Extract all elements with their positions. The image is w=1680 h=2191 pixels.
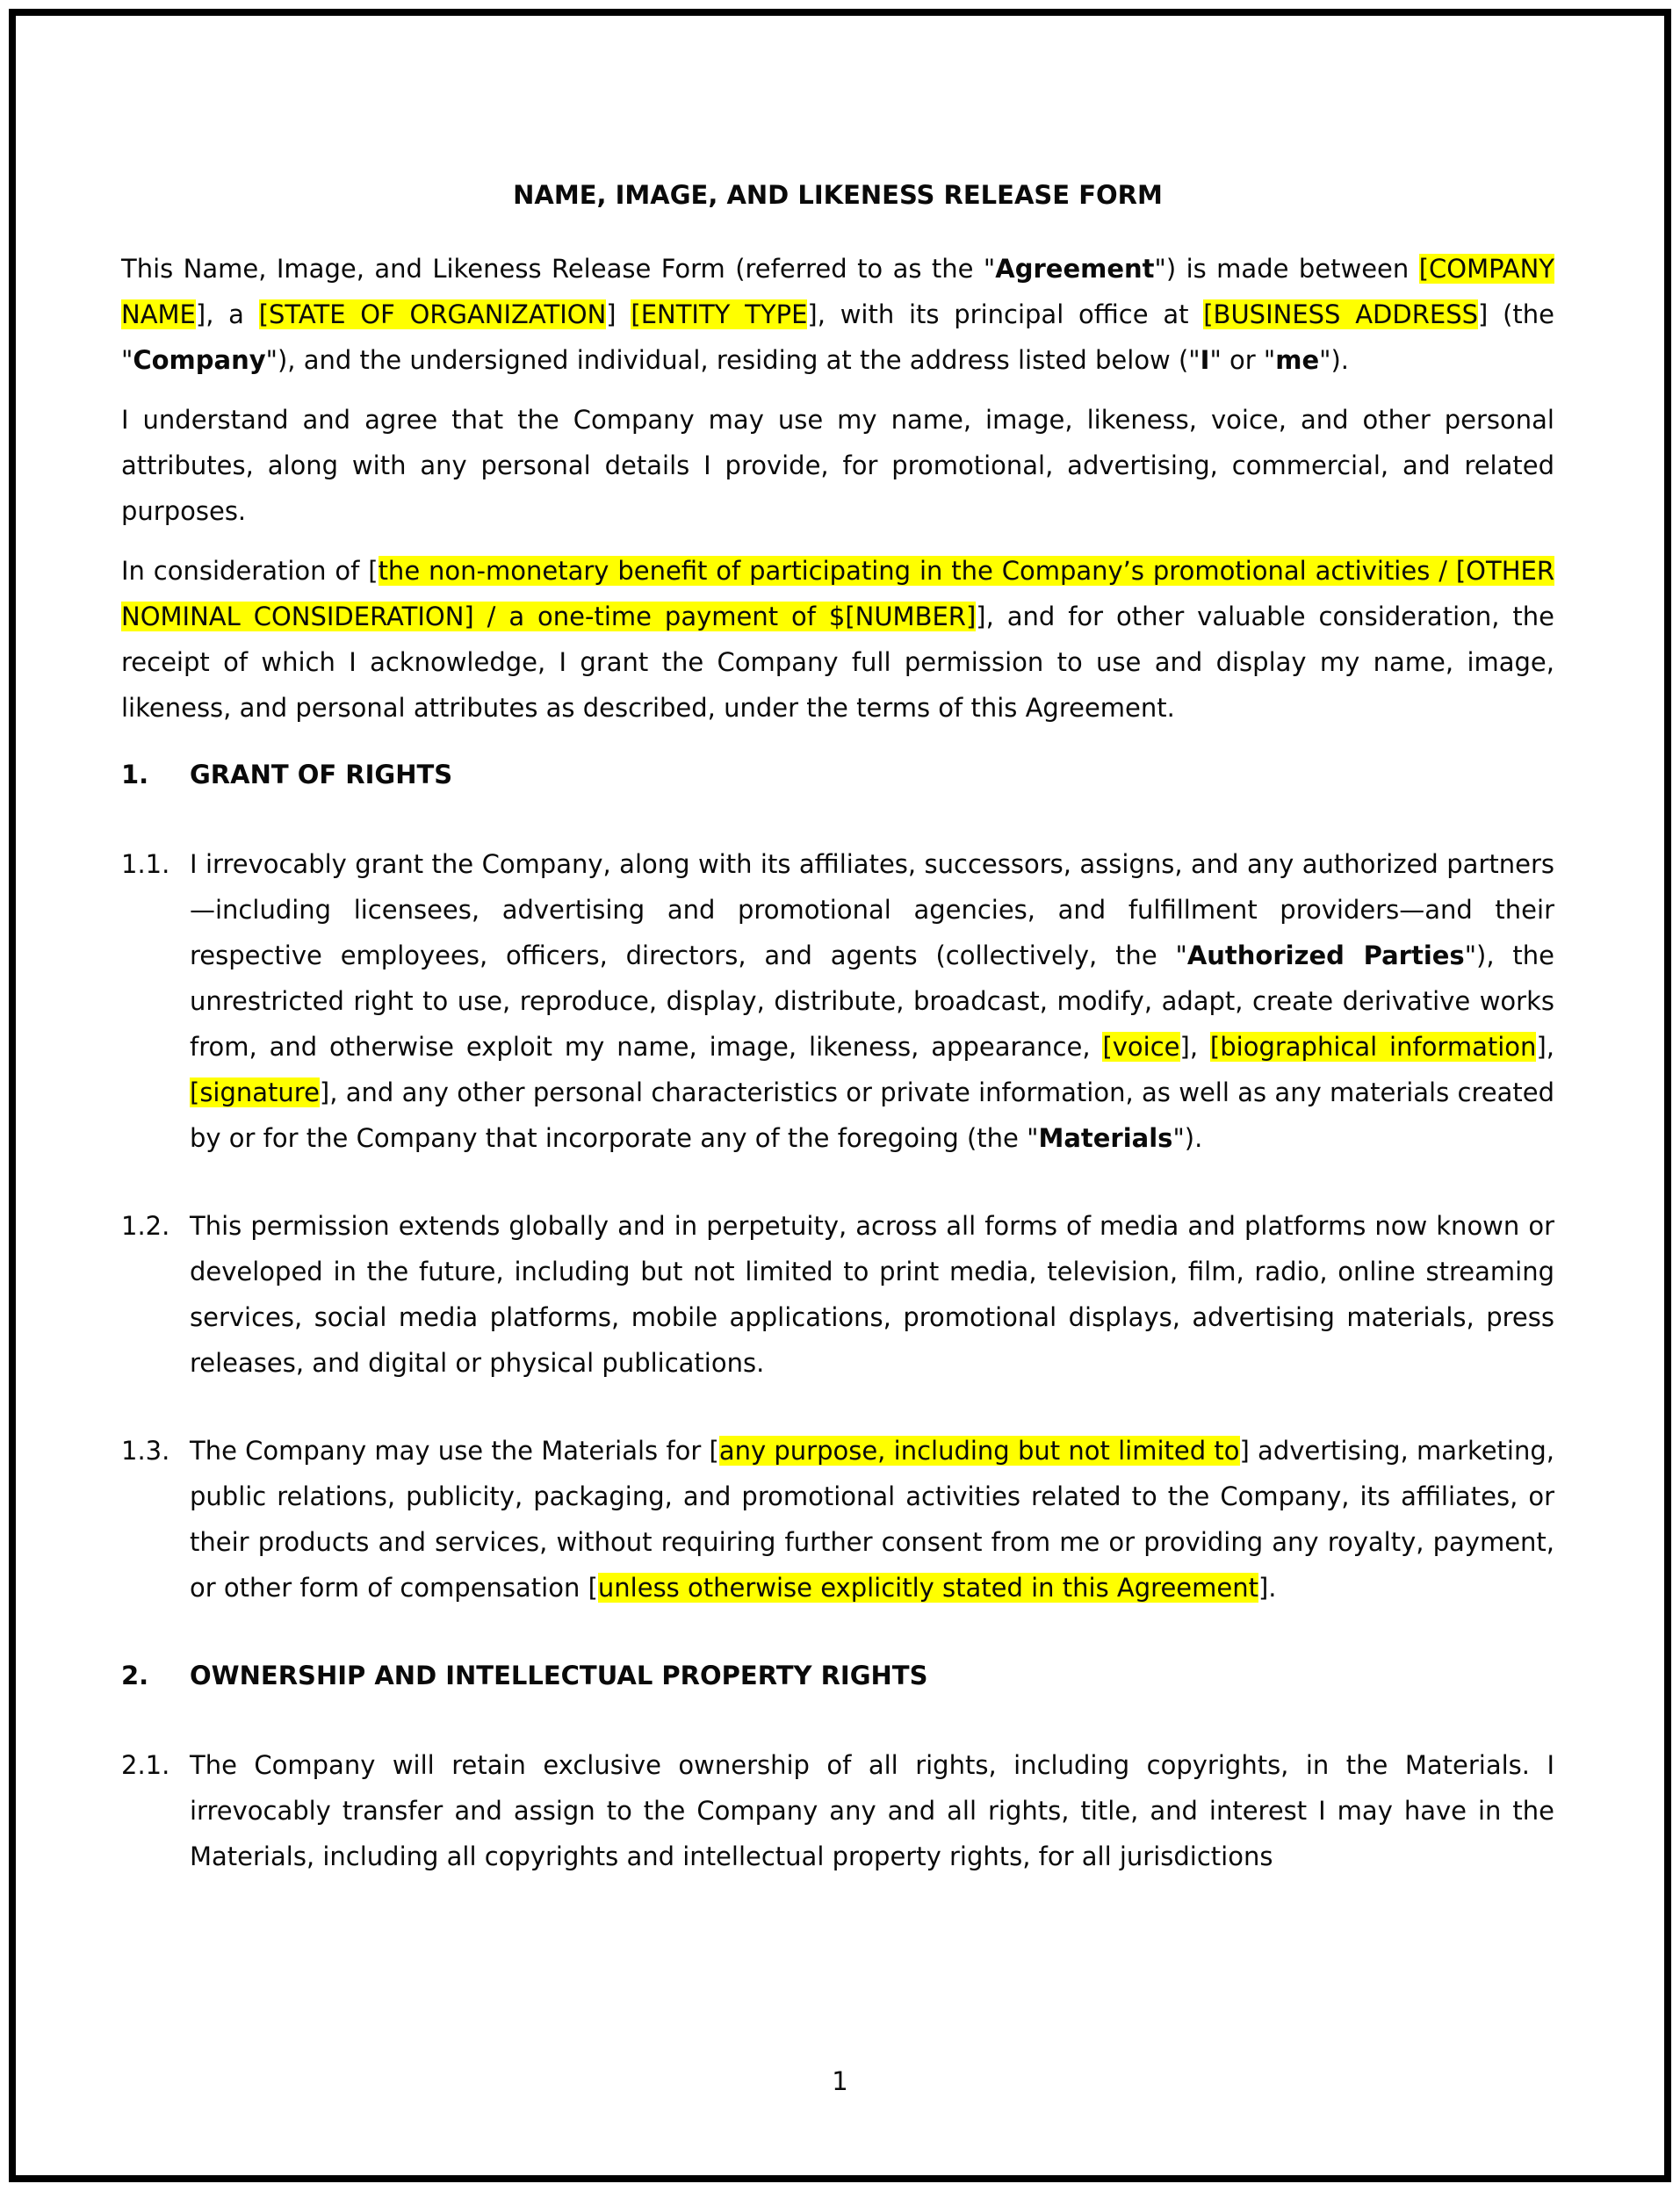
page-content: [121, 172, 1554, 1879]
text-run: ], and for other valuable consideration, the receipt of which I acknowledge, I grant the Company full permission to use and display my name, image, likeness, and personal attributes as described, under the terms of this Agreement.: [121, 602, 1554, 723]
bold-text: me: [1275, 345, 1320, 375]
text-run: ] (the ": [121, 299, 1554, 375]
bold-text: Agreement: [995, 254, 1155, 284]
clause-text: [190, 841, 1554, 1161]
section-heading-ownership-ip-rights: [121, 1653, 1554, 1698]
placeholder-highlight: any purpose, including but not limited to: [718, 1436, 1240, 1466]
clause-2-1: [121, 1742, 1554, 1879]
placeholder-highlight: the non-monetary benefit of participating in the Company’s promotional activities / [OTHER NOMINAL CONSIDERATION] / a one-time payment of $[NUMBER]: [121, 556, 1554, 631]
clause-1-2: [121, 1203, 1554, 1386]
text-run: The Company will retain exclusive ownership of all rights, including copyrights, in the Materials. I irrevocably transfer and assign to the Company any and all rights, title, and interest I may have in the Materials, including all copyrights and intellectual property rights, for all jurisdictions: [190, 1750, 1554, 1871]
text-run: "), the unrestricted right to use, reproduce, display, distribute, broadcast, modify, adapt, create derivative works from, and otherwise exploit my name, image, likeness, appearance,: [190, 941, 1554, 1062]
section-heading-grant-of-rights: [121, 752, 1554, 797]
text-run: ") is made between: [1154, 254, 1419, 284]
clause-text: [190, 1428, 1554, 1611]
text-run: The Company may use the Materials for [: [190, 1436, 719, 1466]
section-title: GRANT OF RIGHTS: [190, 760, 453, 789]
text-run: I irrevocably grant the Company, along with its affiliates, successors, assigns, and any authorized partners—including licensees, advertising and promotional agencies, and fulfillment providers—and their respective employees, officers, directors, and agents (collectively, the ": [190, 849, 1554, 970]
placeholder-highlight: [signature: [190, 1077, 320, 1107]
bold-text: Materials: [1038, 1123, 1173, 1153]
text-run: In consideration of [: [121, 556, 379, 586]
placeholder-highlight: [STATE OF ORGANIZATION: [258, 299, 607, 329]
text-run: " or ": [1209, 345, 1276, 375]
clause-number: 1.3.: [121, 1436, 170, 1466]
page-border-frame: [9, 9, 1671, 2182]
text-run: ]: [606, 299, 631, 329]
document-title: NAME, IMAGE, AND LIKENESS RELEASE FORM: [513, 180, 1163, 210]
clause-1-1: [121, 841, 1554, 1161]
section-number: 1.: [121, 760, 149, 789]
placeholder-highlight: [BUSINESS ADDRESS: [1203, 299, 1479, 329]
text-run: "), and the undersigned individual, residing at the address listed below (": [265, 345, 1201, 375]
clause-1-3: [121, 1428, 1554, 1611]
clause-text: [190, 1203, 1554, 1386]
text-run: ], with its principal office at: [807, 299, 1204, 329]
page-number: 1: [832, 2066, 848, 2096]
text-run: I understand and agree that the Company may use my name, image, likeness, voice, and other personal attributes, along with any personal details I provide, for promotional, advertising, commercial, and related purposes.: [121, 405, 1554, 526]
clause-text: [190, 1742, 1554, 1879]
section-number: 2.: [121, 1661, 149, 1690]
bold-text: Company: [133, 345, 266, 375]
section-title: OWNERSHIP AND INTELLECTUAL PROPERTY RIGHTS: [190, 1661, 928, 1690]
clause-number: 1.1.: [121, 849, 170, 879]
clause-number: 2.1.: [121, 1750, 170, 1780]
clause-number: 1.2.: [121, 1211, 170, 1241]
text-run: This Name, Image, and Likeness Release Form (referred to as the ": [121, 254, 996, 284]
use-consent-paragraph: [121, 397, 1554, 534]
text-run: This permission extends globally and in perpetuity, across all forms of media and platforms now known or developed in the future, including but not limited to print media, television, film, radio, online streaming services, social media platforms, mobile applications, promotional displays, advertising materials, press releases, and digital or physical publications.: [190, 1211, 1554, 1378]
text-run: ],: [1179, 1032, 1210, 1062]
text-run: ], a: [195, 299, 259, 329]
placeholder-highlight: unless otherwise explicitly stated in this Agreement: [597, 1573, 1258, 1603]
placeholder-highlight: [ENTITY TYPE: [631, 299, 808, 329]
placeholder-highlight: [COMPANY NAME: [121, 254, 1554, 329]
placeholder-highlight: [voice: [1102, 1032, 1180, 1062]
text-run: ].: [1258, 1573, 1277, 1603]
consideration-paragraph: [121, 548, 1554, 731]
text-run: ],: [1536, 1032, 1554, 1062]
text-run: ], and any other personal characteristics or private information, as well as any materials created by or for the Company that incorporate any of the foregoing (the ": [190, 1077, 1554, 1153]
text-run: ").: [1172, 1123, 1203, 1153]
intro-paragraph: [121, 246, 1554, 383]
text-run: ").: [1319, 345, 1349, 375]
text-run: ] advertising, marketing, public relations, publicity, packaging, and promotional activities related to the Company, its affiliates, or their products and services, without requiring further consent from me or providing any royalty, payment, or other form of compensation [: [190, 1436, 1554, 1603]
bold-text: I: [1200, 345, 1210, 375]
placeholder-highlight: [biographical information: [1209, 1032, 1537, 1062]
bold-text: Authorized Parties: [1186, 941, 1465, 970]
